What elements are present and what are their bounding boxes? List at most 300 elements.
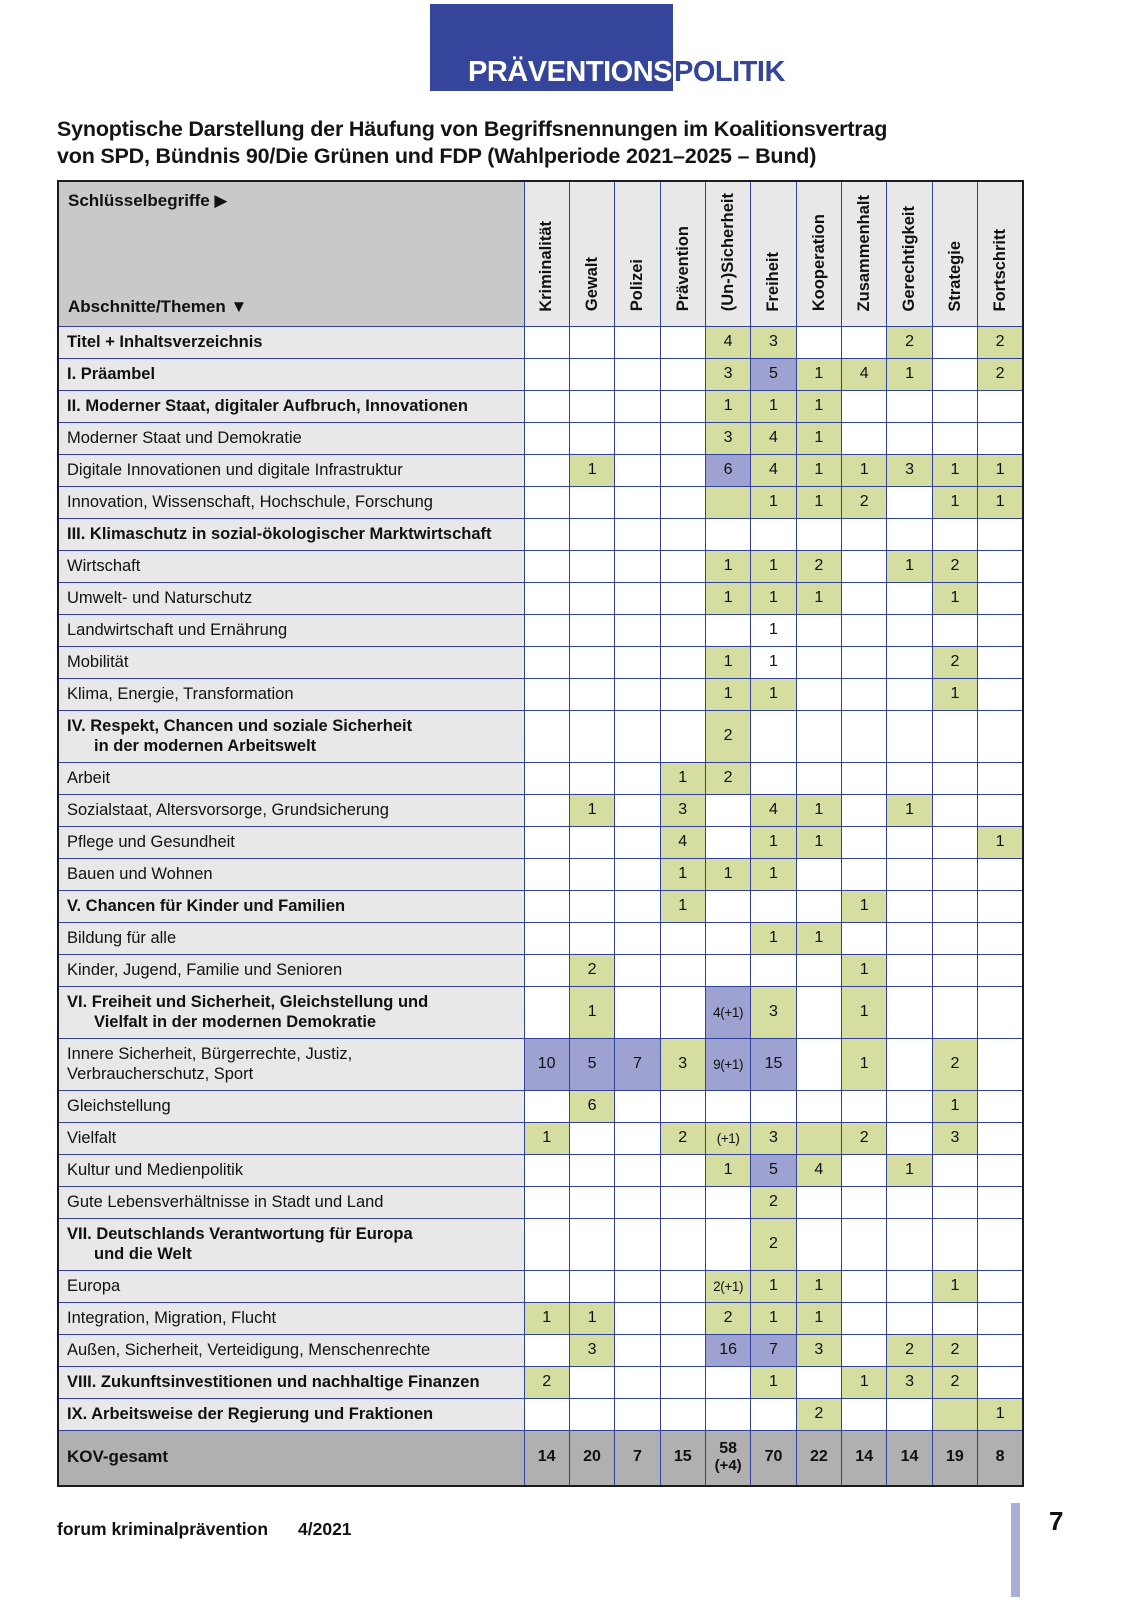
count-cell: 1 <box>796 582 841 614</box>
row-label-line1: Vielfalt <box>67 1128 117 1147</box>
column-header-label: Kriminalität <box>537 220 556 312</box>
count-cell: 16 <box>705 1334 750 1366</box>
row-label-line1: Innere Sicherheit, Bürgerrechte, Justiz, <box>67 1044 353 1063</box>
count-cell <box>978 1218 1023 1270</box>
table-row <box>58 1398 1023 1430</box>
row-label <box>58 358 524 390</box>
count-cell <box>660 1302 705 1334</box>
row-label <box>58 422 524 454</box>
count-cell <box>932 390 977 422</box>
concept-frequency-table <box>57 180 1024 1487</box>
count-cell <box>615 678 660 710</box>
count-cell <box>978 422 1023 454</box>
count-cell: 1 <box>842 986 887 1038</box>
count-cell <box>978 794 1023 826</box>
count-cell <box>978 858 1023 890</box>
table-row <box>58 954 1023 986</box>
count-cell: 4 <box>751 422 796 454</box>
row-label-line1: Wirtschaft <box>67 556 141 575</box>
count-cell <box>615 422 660 454</box>
count-cell <box>751 710 796 762</box>
count-cell: 1 <box>842 890 887 922</box>
row-label-line1: Gute Lebensverhältnisse in Stadt und Land <box>67 1192 384 1211</box>
table-body <box>58 326 1023 1486</box>
row-label-line1: I. Präambel <box>67 364 156 383</box>
count-cell: 2 <box>660 1122 705 1154</box>
row-label <box>58 890 524 922</box>
row-label <box>58 550 524 582</box>
count-cell <box>978 954 1023 986</box>
total-value: 14 <box>537 1448 556 1466</box>
column-header-label: Gerechtigkeit <box>900 206 919 312</box>
table-row <box>58 1270 1023 1302</box>
count-cell <box>524 1186 569 1218</box>
column-header-label: Strategie <box>945 240 964 312</box>
page-title-line2: von SPD, Bündnis 90/Die Grünen und FDP (Wahlperiode 2021–2025 – Bund) <box>57 144 817 169</box>
count-cell <box>796 678 841 710</box>
row-label <box>58 1090 524 1122</box>
row-label-line2: in der modernen Arbeitswelt <box>94 737 317 755</box>
count-cell <box>660 1366 705 1398</box>
column-header <box>660 181 705 326</box>
count-cell <box>569 858 614 890</box>
total-row-label: KOV-gesamt <box>58 1430 524 1486</box>
count-cell: 4 <box>842 358 887 390</box>
count-cell <box>524 986 569 1038</box>
count-cell <box>569 1366 614 1398</box>
count-cell <box>978 646 1023 678</box>
row-label-line1: Europa <box>67 1276 121 1295</box>
count-cell: 1 <box>796 1302 841 1334</box>
count-cell <box>569 1218 614 1270</box>
count-cell: 1 <box>751 1302 796 1334</box>
column-header-label: Gewalt <box>582 257 601 312</box>
count-cell <box>705 1398 750 1430</box>
column-header-label: Kooperation <box>809 214 828 312</box>
count-cell: 1 <box>978 826 1023 858</box>
count-cell <box>569 1154 614 1186</box>
count-cell <box>615 614 660 646</box>
row-label-line1: II. Moderner Staat, digitaler Aufbruch, Innovationen <box>67 396 468 415</box>
column-header <box>705 181 750 326</box>
total-value: 22 <box>809 1448 828 1466</box>
total-value: 20 <box>583 1448 601 1466</box>
footer-accent-bar <box>1011 1503 1020 1597</box>
table-row <box>58 986 1023 1038</box>
row-label-line1: Mobilität <box>67 652 129 671</box>
count-cell: 1 <box>705 390 750 422</box>
count-cell: 1 <box>932 1270 977 1302</box>
count-cell: 1 <box>705 550 750 582</box>
count-cell: 4(+1) <box>705 986 750 1038</box>
count-cell <box>932 890 977 922</box>
count-cell <box>615 890 660 922</box>
count-cell <box>615 986 660 1038</box>
count-cell <box>932 858 977 890</box>
count-cell <box>524 390 569 422</box>
count-cell <box>842 1334 887 1366</box>
count-cell: 4 <box>751 454 796 486</box>
count-cell <box>842 762 887 794</box>
column-header <box>796 181 841 326</box>
count-cell <box>978 1038 1023 1090</box>
count-cell <box>524 1218 569 1270</box>
count-cell <box>615 954 660 986</box>
table-row <box>58 326 1023 358</box>
count-cell <box>842 518 887 550</box>
count-cell: 1 <box>796 922 841 954</box>
count-cell <box>978 518 1023 550</box>
count-cell <box>932 614 977 646</box>
count-cell: 3 <box>796 1334 841 1366</box>
count-cell <box>705 922 750 954</box>
count-cell <box>524 678 569 710</box>
count-cell <box>932 1186 977 1218</box>
count-cell <box>660 390 705 422</box>
table-row <box>58 678 1023 710</box>
count-cell <box>796 954 841 986</box>
row-label-line1: Moderner Staat und Demokratie <box>67 428 302 447</box>
count-cell <box>796 1186 841 1218</box>
count-cell: 1 <box>569 1302 614 1334</box>
table-row <box>58 582 1023 614</box>
count-cell <box>978 1334 1023 1366</box>
row-label <box>58 646 524 678</box>
count-cell: 1 <box>751 486 796 518</box>
count-cell <box>524 1334 569 1366</box>
count-cell: 2 <box>932 646 977 678</box>
count-cell <box>842 1218 887 1270</box>
count-cell <box>660 678 705 710</box>
count-cell: 1 <box>978 486 1023 518</box>
row-label <box>58 826 524 858</box>
count-cell: 1 <box>751 678 796 710</box>
count-cell: 2 <box>569 954 614 986</box>
count-cell <box>660 326 705 358</box>
count-cell: 1 <box>932 454 977 486</box>
count-cell <box>615 1090 660 1122</box>
row-label-line1: Außen, Sicherheit, Verteidigung, Menschenrechte <box>67 1340 431 1359</box>
total-value: 15 <box>673 1448 692 1466</box>
total-cell <box>796 1430 841 1486</box>
count-cell <box>978 710 1023 762</box>
total-cell <box>842 1430 887 1486</box>
count-cell <box>932 762 977 794</box>
count-cell: 5 <box>751 1154 796 1186</box>
count-cell: 1 <box>660 858 705 890</box>
count-cell: 15 <box>751 1038 796 1090</box>
count-cell <box>660 614 705 646</box>
count-cell <box>842 582 887 614</box>
column-header-label: Prävention <box>673 226 692 312</box>
count-cell: 1 <box>569 794 614 826</box>
column-header-label: Freiheit <box>764 251 783 312</box>
count-cell: 2 <box>751 1186 796 1218</box>
row-label-line1: Digitale Innovationen und digitale Infrastruktur <box>67 460 403 479</box>
table-row <box>58 486 1023 518</box>
count-cell <box>796 762 841 794</box>
row-label <box>58 614 524 646</box>
row-label <box>58 678 524 710</box>
count-cell <box>615 1270 660 1302</box>
count-cell <box>842 1270 887 1302</box>
count-cell <box>978 1302 1023 1334</box>
count-cell: 10 <box>524 1038 569 1090</box>
total-cell <box>887 1430 932 1486</box>
count-cell: (+1) <box>705 1122 750 1154</box>
column-header <box>932 181 977 326</box>
count-cell <box>705 614 750 646</box>
row-label-line1: Bauen und Wohnen <box>67 864 213 883</box>
count-cell <box>569 1122 614 1154</box>
count-cell <box>569 922 614 954</box>
total-cell <box>978 1430 1023 1486</box>
journal-logo-text-inside: PRÄVENTIONS <box>468 56 672 88</box>
count-cell <box>842 614 887 646</box>
count-cell <box>932 422 977 454</box>
count-cell <box>569 550 614 582</box>
row-label-line1: Kinder, Jugend, Familie und Senioren <box>67 960 343 979</box>
count-cell: 2 <box>842 486 887 518</box>
total-value: 70 <box>764 1448 783 1466</box>
count-cell <box>660 1270 705 1302</box>
total-cell <box>932 1430 977 1486</box>
count-cell <box>524 614 569 646</box>
count-cell: 1 <box>705 678 750 710</box>
count-cell: 1 <box>932 678 977 710</box>
table-row <box>58 1122 1023 1154</box>
count-cell: 1 <box>796 454 841 486</box>
count-cell <box>842 390 887 422</box>
table-row <box>58 1334 1023 1366</box>
count-cell <box>660 454 705 486</box>
count-cell <box>615 326 660 358</box>
count-cell: 2 <box>932 550 977 582</box>
row-label <box>58 326 524 358</box>
count-cell <box>615 1366 660 1398</box>
row-label-line1: Umwelt- und Naturschutz <box>67 588 253 607</box>
count-cell <box>615 1186 660 1218</box>
row-label-line1: Kultur und Medienpolitik <box>67 1160 244 1179</box>
count-cell <box>660 1218 705 1270</box>
count-cell <box>978 582 1023 614</box>
row-label-line1: VII. Deutschlands Verantwortung für Europa <box>67 1224 413 1243</box>
total-cell <box>615 1430 660 1486</box>
table-row <box>58 794 1023 826</box>
count-cell <box>842 710 887 762</box>
column-header-label: Zusammenhalt <box>854 195 873 312</box>
row-label-line2: Verbraucherschutz, Sport <box>67 1065 254 1083</box>
count-cell <box>842 1398 887 1430</box>
count-cell <box>705 486 750 518</box>
count-cell: 1 <box>751 614 796 646</box>
count-cell <box>569 518 614 550</box>
count-cell <box>796 1218 841 1270</box>
row-label <box>58 582 524 614</box>
count-cell <box>705 794 750 826</box>
row-label <box>58 1154 524 1186</box>
count-cell <box>796 1038 841 1090</box>
total-cell <box>524 1430 569 1486</box>
count-cell <box>524 1398 569 1430</box>
total-value: 19 <box>946 1448 964 1466</box>
count-cell <box>524 794 569 826</box>
count-cell <box>705 1090 750 1122</box>
column-header-label: (Un-)Sicherheit <box>718 193 737 312</box>
count-cell <box>569 890 614 922</box>
count-cell: 1 <box>751 858 796 890</box>
count-cell <box>751 1398 796 1430</box>
row-label-line1: Bildung für alle <box>67 928 177 947</box>
count-cell: 3 <box>751 986 796 1038</box>
count-cell <box>932 954 977 986</box>
count-cell <box>660 422 705 454</box>
count-cell <box>978 922 1023 954</box>
count-cell <box>751 762 796 794</box>
count-cell <box>887 710 932 762</box>
count-cell: 1 <box>751 922 796 954</box>
count-cell <box>615 922 660 954</box>
count-cell <box>569 582 614 614</box>
count-cell <box>842 1154 887 1186</box>
row-label <box>58 1270 524 1302</box>
count-cell <box>978 986 1023 1038</box>
count-cell: 2(+1) <box>705 1270 750 1302</box>
count-cell <box>660 1398 705 1430</box>
count-cell <box>887 1090 932 1122</box>
row-label <box>58 390 524 422</box>
issue-number: 4/2021 <box>298 1519 352 1539</box>
count-cell <box>842 326 887 358</box>
count-cell: 1 <box>978 454 1023 486</box>
total-value-extra: (+4) <box>714 1457 742 1475</box>
row-label <box>58 762 524 794</box>
count-cell <box>524 1270 569 1302</box>
row-label-line1: Landwirtschaft und Ernährung <box>67 620 288 639</box>
count-cell <box>615 1154 660 1186</box>
count-cell: 1 <box>660 762 705 794</box>
table-row <box>58 422 1023 454</box>
count-cell: 2 <box>932 1334 977 1366</box>
page-title-line1: Synoptische Darstellung der Häufung von Begriffsnennungen im Koalitionsvertrag <box>57 117 888 141</box>
count-cell <box>615 1334 660 1366</box>
count-cell <box>796 614 841 646</box>
table-row <box>58 826 1023 858</box>
row-label <box>58 1366 524 1398</box>
count-cell <box>887 826 932 858</box>
count-cell <box>887 954 932 986</box>
total-value: 8 <box>995 1448 1005 1466</box>
count-cell: 1 <box>751 390 796 422</box>
count-cell: 4 <box>796 1154 841 1186</box>
journal-logo-text-outside: POLITIK <box>674 56 785 88</box>
count-cell: 1 <box>796 794 841 826</box>
count-cell <box>932 1154 977 1186</box>
row-label <box>58 858 524 890</box>
table-row <box>58 454 1023 486</box>
count-cell <box>660 582 705 614</box>
table-row <box>58 358 1023 390</box>
count-cell: 1 <box>796 358 841 390</box>
row-label-line1: Sozialstaat, Altersvorsorge, Grundsicherung <box>67 800 389 819</box>
count-cell <box>615 762 660 794</box>
count-cell <box>524 518 569 550</box>
count-cell <box>524 1154 569 1186</box>
column-header <box>615 181 660 326</box>
row-label <box>58 1218 524 1270</box>
row-label-line1: V. Chancen für Kinder und Familien <box>67 896 346 915</box>
count-cell: 1 <box>705 858 750 890</box>
table-row <box>58 1186 1023 1218</box>
count-cell: 1 <box>524 1302 569 1334</box>
row-label-line1: VI. Freiheit und Sicherheit, Gleichstellung und <box>67 992 429 1011</box>
count-cell <box>978 1186 1023 1218</box>
count-cell: 1 <box>978 1398 1023 1430</box>
row-label <box>58 518 524 550</box>
count-cell <box>569 326 614 358</box>
row-label-line1: IX. Arbeitsweise der Regierung und Fraktionen <box>67 1404 434 1423</box>
count-cell: 2 <box>978 358 1023 390</box>
count-cell: 1 <box>751 1270 796 1302</box>
count-cell <box>842 858 887 890</box>
table-corner-cell <box>58 181 524 326</box>
count-cell <box>887 1038 932 1090</box>
corner-label-sections: Abschnitte/Themen ▼ <box>68 296 248 316</box>
count-cell <box>524 646 569 678</box>
table-row <box>58 1038 1023 1090</box>
table-row <box>58 1302 1023 1334</box>
count-cell <box>569 358 614 390</box>
count-cell: 7 <box>751 1334 796 1366</box>
column-header <box>751 181 796 326</box>
row-label <box>58 454 524 486</box>
count-cell <box>615 550 660 582</box>
count-cell <box>751 890 796 922</box>
row-label-line1: Innovation, Wissenschaft, Hochschule, Forschung <box>67 492 433 511</box>
count-cell <box>524 922 569 954</box>
row-label-line1: Integration, Migration, Flucht <box>67 1308 277 1327</box>
row-label <box>58 794 524 826</box>
count-cell <box>842 922 887 954</box>
count-cell <box>796 986 841 1038</box>
count-cell <box>842 1186 887 1218</box>
row-label <box>58 1038 524 1090</box>
count-cell <box>932 518 977 550</box>
count-cell <box>932 986 977 1038</box>
count-cell <box>615 710 660 762</box>
count-cell <box>615 358 660 390</box>
count-cell <box>660 358 705 390</box>
count-cell <box>887 518 932 550</box>
count-cell <box>660 986 705 1038</box>
count-cell <box>842 422 887 454</box>
count-cell <box>796 646 841 678</box>
row-label-line1: Arbeit <box>67 768 111 787</box>
count-cell <box>660 1090 705 1122</box>
column-header <box>978 181 1023 326</box>
count-cell <box>751 1090 796 1122</box>
count-cell <box>842 794 887 826</box>
count-cell <box>705 890 750 922</box>
count-cell <box>887 678 932 710</box>
count-cell <box>660 922 705 954</box>
page-number: 7 <box>1049 1506 1064 1536</box>
count-cell <box>932 1398 977 1430</box>
column-header-label: Polizei <box>628 259 647 312</box>
table-row <box>58 858 1023 890</box>
table-row <box>58 646 1023 678</box>
count-cell <box>887 1270 932 1302</box>
